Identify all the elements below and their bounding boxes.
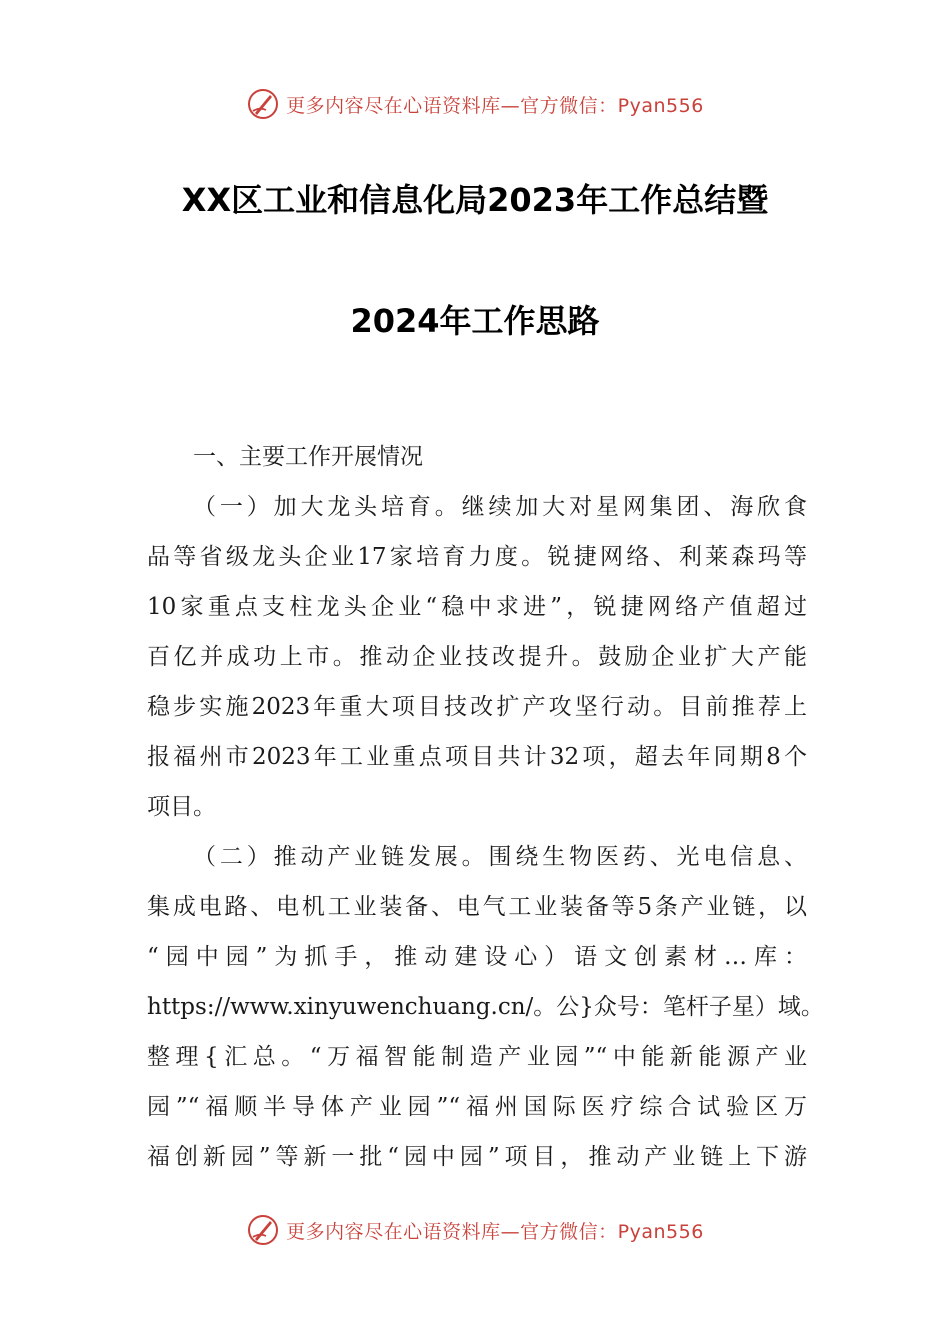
paragraph-line: 整理{汇总。“万福智能制造产业园”“中能新能源产业 (147, 1044, 807, 1070)
paragraph-line: 园”“福顺半导体产业园”“福州国际医疗综合试验区万 (147, 1094, 807, 1120)
paragraph-line: 百亿并成功上市。推动企业技改提升。鼓励企业扩大产能 (147, 644, 807, 670)
quill-pen-logo-icon (246, 1213, 280, 1247)
paragraph-line: （二）推动产业链发展。围绕生物医药、光电信息、 (193, 844, 807, 870)
watermark-footer (0, 1210, 950, 1250)
paragraph-line: 福创新园”等新一批“园中园”项目，推动产业链上下游 (147, 1144, 807, 1170)
watermark-text: 更多内容尽在心语资料库—官方微信：Pyan556 (286, 94, 704, 117)
section-heading: 一、主要工作开展情况 (193, 444, 423, 470)
quill-pen-logo-icon (246, 87, 280, 121)
paragraph-line: 集成电路、电机工业装备、电气工业装备等5条产业链，以 (147, 894, 807, 920)
watermark-text: 更多内容尽在心语资料库—官方微信：Pyan556 (286, 1220, 704, 1243)
document-title-line-1: XX区工业和信息化局2023年工作总结暨 (181, 181, 769, 219)
paragraph-line: 稳步实施2023年重大项目技改扩产攻坚行动。目前推荐上 (147, 694, 807, 720)
document-body (147, 432, 824, 1182)
paragraph-line: 品等省级龙头企业17家培育力度。锐捷网络、利莱森玛等 (147, 544, 807, 570)
paragraph-line: 项目。 (147, 794, 216, 820)
paragraph-line-url: https://www.xinyuwenchuang.cn/。公}众号：笔杆子星）域。 (147, 994, 824, 1020)
paragraph-line: “园中园”为抓手，推动建设心）语文创素材…库： (147, 944, 807, 970)
watermark-header (0, 84, 950, 124)
paragraph-line: 报福州市2023年工业重点项目共计32项，超去年同期8个 (147, 744, 807, 770)
document-title-line-2: 2024年工作思路 (350, 302, 600, 340)
paragraph-line: （一）加大龙头培育。继续加大对星网集团、海欣食 (193, 494, 807, 520)
paragraph-line: 10家重点支柱龙头企业“稳中求进”，锐捷网络产值超过 (147, 594, 807, 620)
